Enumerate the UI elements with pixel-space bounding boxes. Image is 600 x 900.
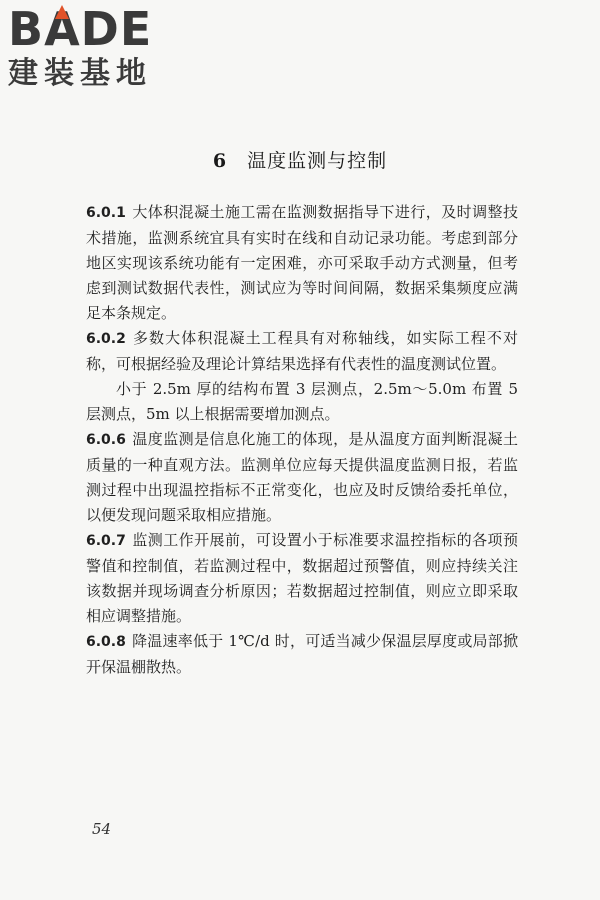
- clause-text: 小于 2.5m 厚的结构布置 3 层测点，2.5m～5.0m 布置 5 层测点，5m 以上根据需要增加测点。: [86, 380, 518, 423]
- bade-logo: [8, 4, 178, 92]
- clause-number: 6.0.7: [86, 533, 126, 549]
- clause-text: 温度监测是信息化施工的体现，是从温度方面判断混凝土质量的一种直观方法。监测单位应每天提供温度监测日报，若监测过程中出现温控指标不正常变化，也应及时反馈给委托单位，以便发现问题采取相应措施。: [86, 430, 518, 524]
- clause-text: 大体积混凝土施工需在监测数据指导下进行，及时调整技术措施，监测系统宜具有实时在线和自动记录功能。考虑到部分地区实现该系统功能有一定困难，亦可采取手动方式测量，但考虑到测试数据代表性，测试应为等时间间隔，数据采集频度应满足本条规定。: [86, 203, 518, 322]
- clause-6-0-7: [86, 528, 518, 629]
- chapter-title: [0, 146, 600, 173]
- clause-number: 6.0.1: [86, 205, 126, 221]
- clause-6-0-2-continuation: [86, 377, 518, 427]
- clause-number: 6.0.2: [86, 331, 126, 347]
- clause-list: [86, 200, 518, 680]
- chapter-title-text: 温度监测与控制: [247, 150, 388, 172]
- chapter-number: 6: [212, 150, 228, 172]
- logo-letter-a: A: [44, 2, 81, 56]
- clause-text: 多数大体积混凝土工程具有对称轴线，如实际工程不对称，可根据经验及理论计算结果选择有代表性的温度测试位置。: [86, 329, 518, 373]
- clause-6-0-6: [86, 427, 518, 528]
- logo-letter-b: B: [8, 2, 45, 56]
- clause-6-0-8: [86, 629, 518, 680]
- clause-6-0-1: [86, 200, 518, 326]
- clause-6-0-2: [86, 326, 518, 377]
- clause-number: 6.0.8: [86, 634, 126, 650]
- logo-letters-de: DE: [80, 2, 153, 56]
- logo-subtitle: 建装基地: [8, 56, 152, 91]
- logo-accent-triangle: [55, 5, 69, 19]
- clause-number: 6.0.6: [86, 432, 126, 448]
- clause-text: 监测工作开展前，可设置小于标准要求温控指标的各项预警值和控制值，若监测过程中，数据超过预警值，则应持续关注该数据并现场调查分析原因；若数据超过控制值，则应立即采取相应调整措施。: [86, 531, 518, 625]
- clause-text: 降温速率低于 1℃/d 时，可适当减少保温层厚度或局部掀开保温棚散热。: [86, 632, 518, 676]
- logo-wordmark: [8, 4, 178, 54]
- page-number: 54: [92, 820, 112, 838]
